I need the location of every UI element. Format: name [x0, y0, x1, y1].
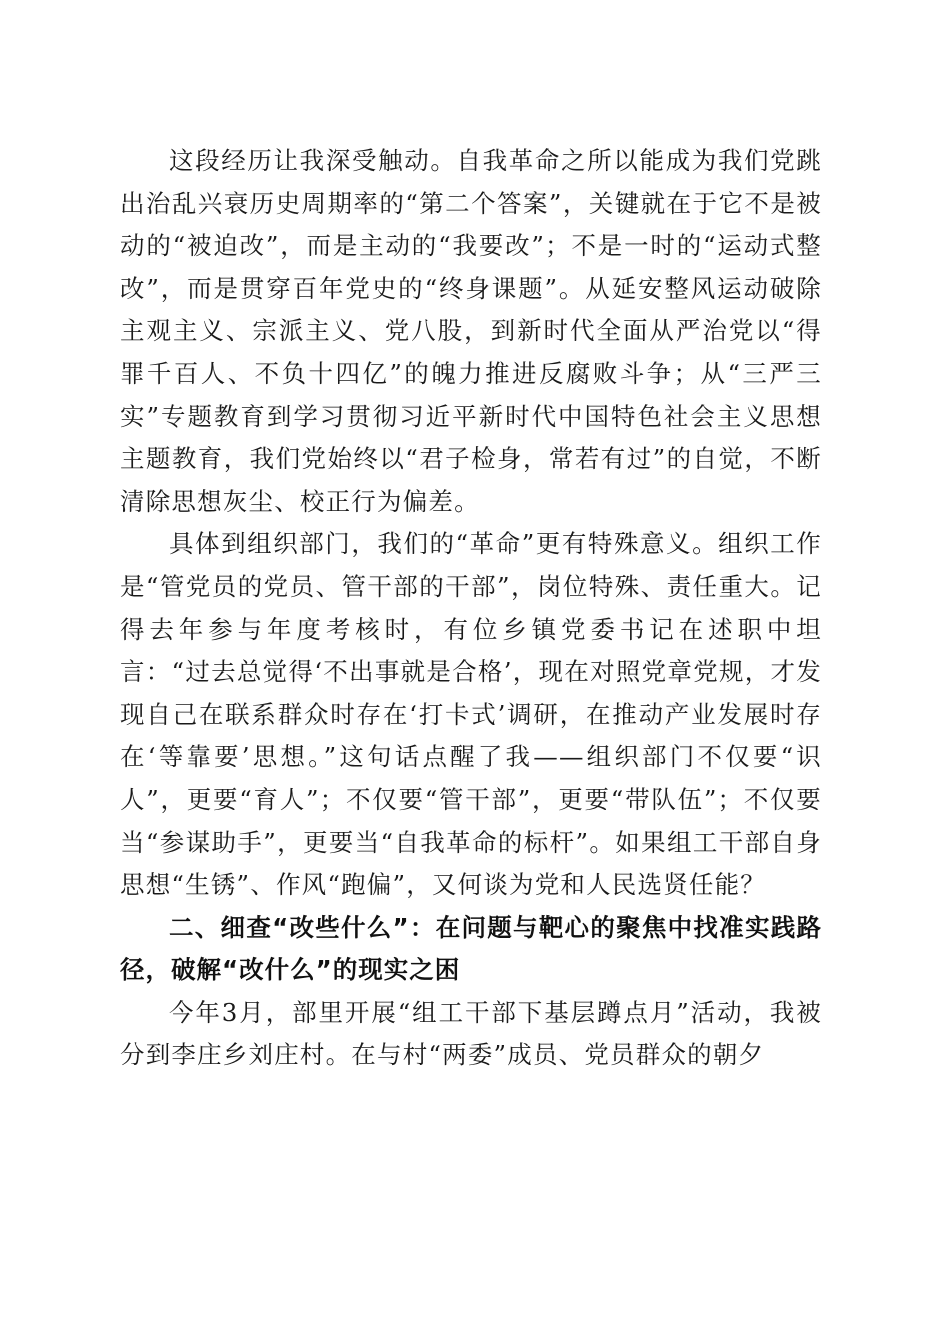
section-heading-2: 二、细查“改些什么”：在问题与靶心的聚焦中找准实践路径，破解“改什么”的现实之困: [120, 912, 822, 985]
paragraph-field-visit: 今年3月，部里开展“组工干部下基层蹲点月”活动，我被分到李庄乡刘庄村。在与村“两委”成员、党员群众的朝夕: [120, 997, 822, 1070]
body-text: [120, 140, 822, 1077]
paragraph-self-revolution: 这段经历让我深受触动。自我革命之所以能成为我们党跳出治乱兴衰历史周期率的“第二个答案”，关键就在于它不是被动的“被迫改”，而是主动的“我要改”；不是一时的“运动式整改”，而是贯穿百年党史的“终身课题”。从延安整风运动破除主观主义、宗派主义、党八股，到新时代全面从严治党以“得罪千百人、不负十四亿”的魄力推进反腐败斗争；从“三严三实”专题教育到学习贯彻习近平新时代中国特色社会主义思想主题教育，我们党始终以“君子检身，常若有过”的自觉，不断清除思想灰尘、校正行为偏差。: [120, 146, 822, 516]
paragraph-organization-department: 具体到组织部门，我们的“革命”更有特殊意义。组织工作是“管党员的党员、管干部的干部”，岗位特殊、责任重大。记得去年参与年度考核时，有位乡镇党委书记在述职中坦言：“过去总觉得‘不出事就是合格’，现在对照党章党规，才发现自己在联系群众时存在‘打卡式’调研，在推动产业发展时存在‘等靠要’思想。”这句话点醒了我——组织部门不仅要“识人”，更要“育人”；不仅要“管干部”，更要“带队伍”；不仅要当“参谋助手”，更要当“自我革命的标杆”。如果组工干部自身思想“生锈”、作风“跑偏”，又何谈为党和人民选贤任能？: [120, 529, 822, 900]
